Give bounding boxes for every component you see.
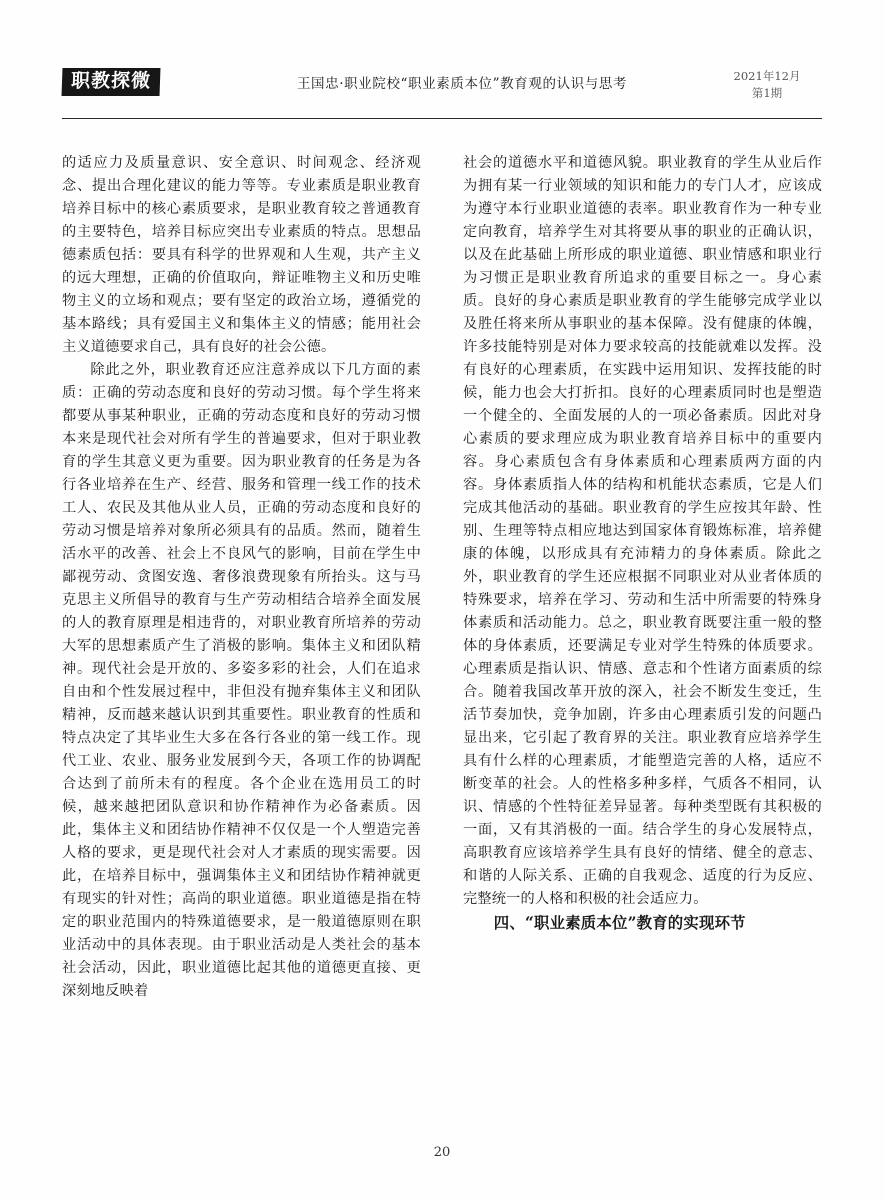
- running-head-title: 王国忠·职业院校“职业素质本位”教育观的认识与思考: [296, 76, 628, 92]
- issue-date: 2021年12月: [733, 69, 801, 83]
- page-header: [62, 60, 822, 106]
- paragraph: 社会的道德水平和道德风貌。职业教育的学生从业后作为拥有某一行业领域的知识和能力的专门人才，应该成为遵守本行业职业道德的表率。职业教育作为一种专业定向教育，培养学生对其将要从事的职业的正确认识，以及在此基础上所形成的职业道德、职业情感和职业行为习惯正是职业教育所追求的重要目标之一。身心素质。良好的身心素质是职业教育的学生能够完成学业以及胜任将来所从事职业的基本保障。没有健康的体魄，许多技能特别是对体力要求较高的技能就难以发挥。没有良好的心理素质，在实践中运用知识、发挥技能的时候，能力也会大打折扣。良好的心理素质同时也是塑造一个健全的、全面发展的人的一项必备素质。因此对身心素质的要求理应成为职业教育培养目标中的重要内容。身心素质包含有身体素质和心理素质两方面的内容。身体素质指人体的结构和机能状态素质，它是人们完成其他活动的基础。职业教育的学生应按其年龄、性别、生理等特点相应地达到国家体育锻炼标准，培养健康的体魄，以形成具有充沛精力的身体素质。除此之外，职业教育的学生还应根据不同职业对从业者体质的特殊要求，培养在学习、劳动和生活中所需要的特殊身体素质和活动能力。总之，职业教育既要注重一般的整体的身体素质，还要满足专业对学生特殊的体质要求。心理素质是指认识、情感、意志和个性诸方面素质的综合。随着我国改革开放的深入，社会不断发生变迁，生活节奏加快，竞争加剧，许多由心理素质引发的问题凸显出来，它引起了教育界的关注。职业教育应培养学生具有什么样的心理素质，才能塑造完善的人格，适应不断变革的社会。人的性格多种多样，气质各不相同，认识、情感的个性特征差异显著。每种类型既有其积极的一面，又有其消极的一面。结合学生的身心发展特点，高职教育应该培养学生具有良好的情绪、健全的意志、和谐的人际关系、正确的自我观念、适度的行为反应、完整统一的人格和积极的社会适应力。: [463, 155, 822, 907]
- header-divider: [62, 118, 822, 119]
- left-column: [62, 152, 421, 1132]
- section-heading: 四、“职业素质本位”教育的实现环节: [493, 914, 746, 932]
- body-columns: [62, 152, 822, 1132]
- paragraph: 的适应力及质量意识、安全意识、时间观念、经济观念、提出合理化建议的能力等等。专业素质是职业教育培养目标中的核心素质要求，是职业教育较之普通教育的主要特色，培养目标应突出专业素质的特点。思想品德素质包括：要具有科学的世界观和人生观，共产主义的远大理想，正确的价值取向，辩证唯物主义和历史唯物主义的立场和观点；要有坚定的政治立场，遵循党的基本路线；具有爱国主义和集体主义的情感；能用社会主义道德要求自己，具有良好的社会公德。: [62, 155, 421, 355]
- paragraph: 除此之外，职业教育还应注意养成以下几方面的素质：正确的劳动态度和良好的劳动习惯。每个学生将来都要从事某种职业，正确的劳动态度和良好的劳动习惯本来是现代社会对所有学生的普遍要求，但对于职业教育的学生其意义更为重要。因为职业教育的任务是为各行各业培养在生产、经营、服务和管理一线工作的技术工人、农民及其他从业人员，正确的劳动态度和良好的劳动习惯是培养对象所必须具有的品质。然而，随着生活水平的改善、社会上不良风气的影响，目前在学生中鄙视劳动、贪图安逸、奢侈浪费现象有所抬头。这与马克思主义所倡导的教育与生产劳动相结合培养全面发展的人的教育原理是相违背的，对职业教育所培养的劳动大军的思想素质产生了消极的影响。集体主义和团队精神。现代社会是开放的、多姿多彩的社会，人们在追求自由和个性发展过程中，非但没有抛弃集体主义和团队精神，反而越来越认识到其重要性。职业教育的性质和特点决定了其毕业生大多在各行各业的第一线工作。现代工业、农业、服务业发展到今天，各项工作的协调配合达到了前所未有的程度。各个企业在选用员工的时候，越来越把团队意识和协作精神作为必备素质。因此，集体主义和团结协作精神不仅仅是一个人塑造完善人格的要求，更是现代社会对人才素质的现实需要。因此，在培养目标中，强调集体主义和团结协作精神就更有现实的针对性；高尚的职业道德。职业道德是指在特定的职业范围内的特殊道德要求，是一般道德原则在职业活动中的具体表现。由于职业活动是人类社会的基本社会活动，因此，职业道德比起其他的道德更直接、更深刻地反映着: [62, 362, 421, 999]
- right-column: [463, 152, 822, 1132]
- issue-info: [712, 68, 822, 103]
- journal-badge: 职教探微: [62, 68, 161, 96]
- issue-number: 第1期: [751, 86, 783, 101]
- page-number: 20: [433, 1145, 451, 1160]
